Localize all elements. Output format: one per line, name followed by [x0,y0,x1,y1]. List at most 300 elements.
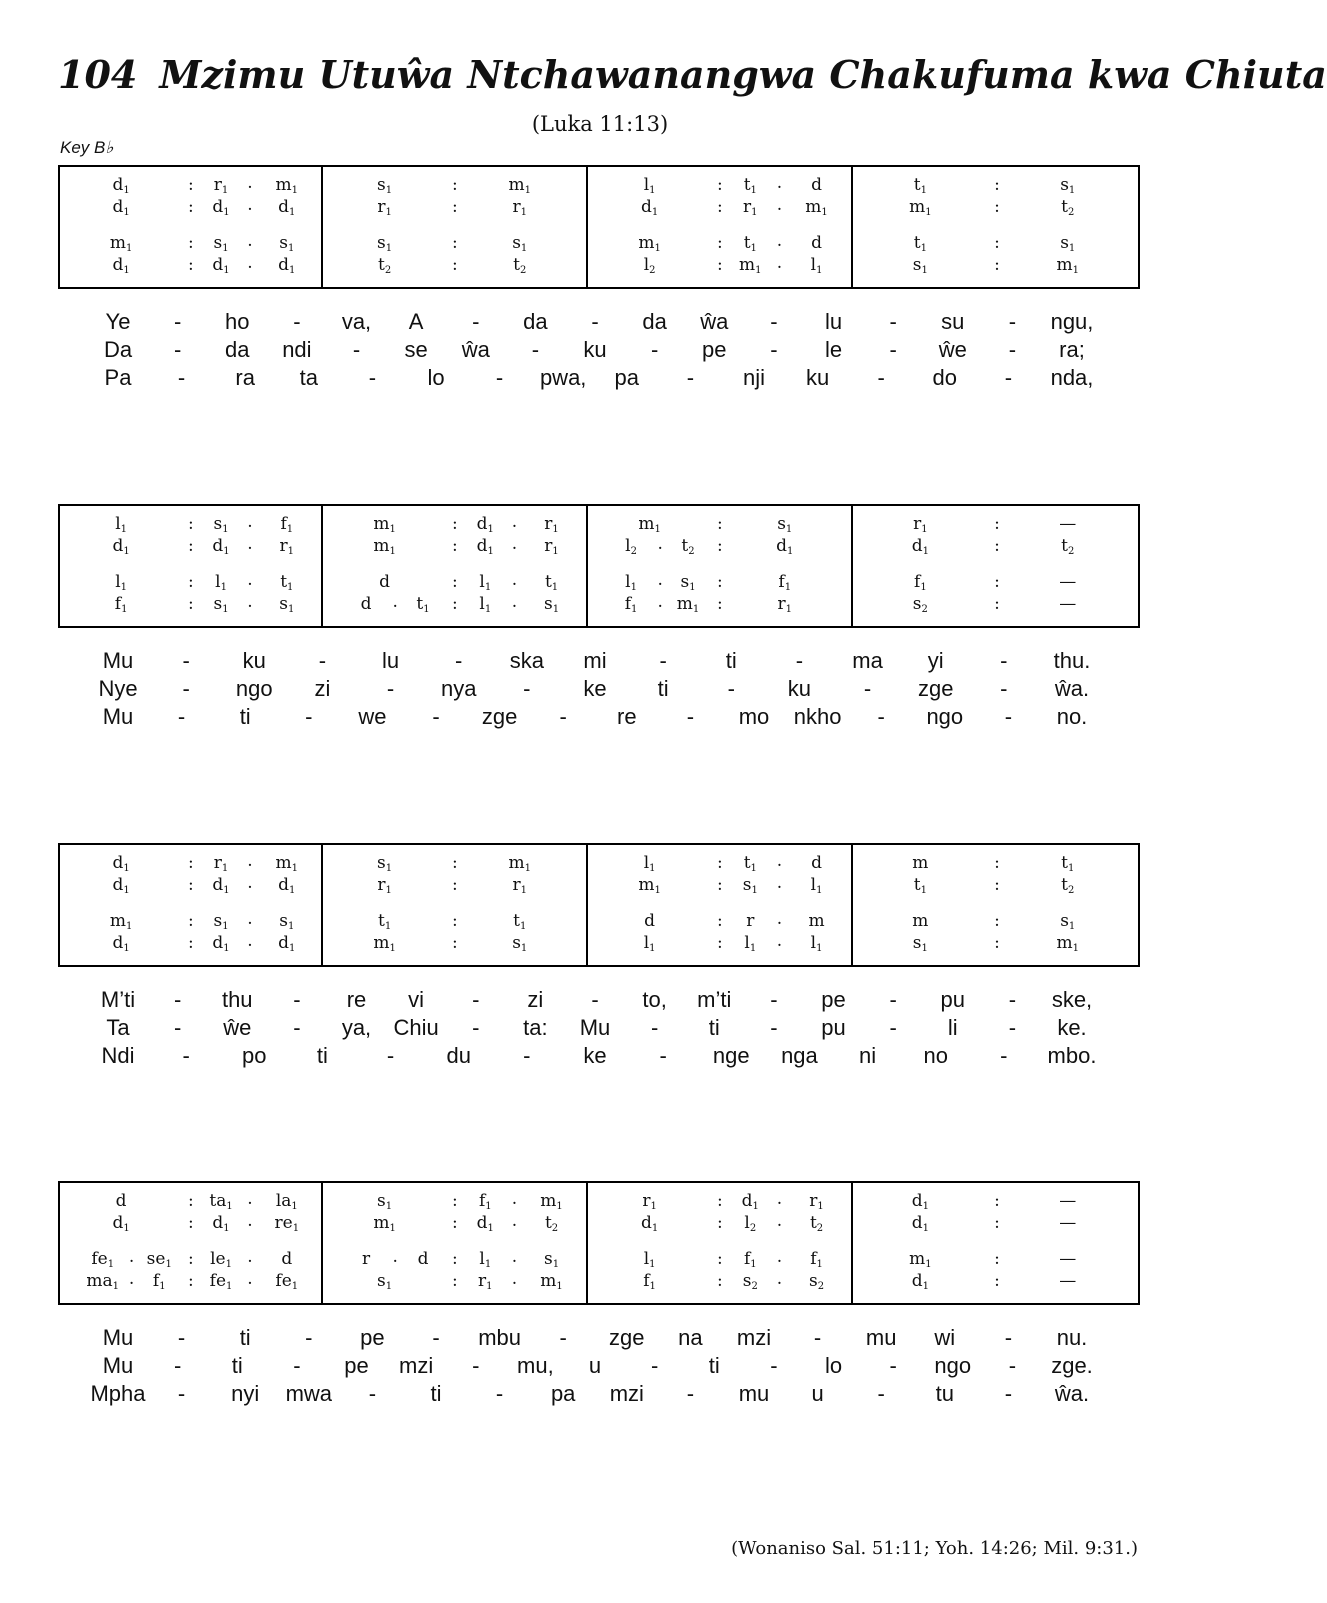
solfa-note: $s_1$ [279,233,295,254]
lyric-hyphen: - [559,1325,567,1350]
lyric-syllable: zi [314,676,331,701]
beat-colon: : [451,233,458,253]
lyric-hyphen: - [813,1325,822,1350]
lyric-syllable: ma [852,648,883,673]
solfa-note: $s_1$ [512,233,528,254]
solfa-note: $m_1$ [638,514,661,535]
hymn-title: Mzimu Utuŵa Ntchawanangwa Chakufuma kwa Chiuta [159,52,1327,97]
bar-line [851,1181,853,1305]
beat-colon: : [994,1213,1000,1233]
solfa-note: $l_1$ [810,255,823,276]
lyric-hyphen: - [293,1353,301,1378]
beat-colon: : [451,197,458,217]
solfa-note: d [811,175,822,195]
half-beat-dot: . [776,1269,783,1289]
solfa-note: $le_1$ [210,1249,232,1270]
lyric-syllable: lo [427,365,445,390]
lyric-syllable: thu [221,987,253,1012]
lyric-hyphen: - [770,1015,778,1040]
bar-line [851,165,853,289]
half-beat-dot: . [247,931,253,951]
lyric-hyphen: - [472,309,480,334]
lyric-syllable: na [678,1325,703,1350]
solfa-note: $d_1$ [112,255,130,276]
solfa-note: d [417,1249,429,1269]
solfa-note: $t_1$ [544,572,559,593]
solfa-note: m [912,911,929,931]
solfa-note: $d_1$ [112,197,130,218]
solfa-note: $s_1$ [279,911,295,932]
solfa-note: $t_1$ [913,233,927,254]
solfa-note: $l_1$ [643,853,656,874]
half-beat-dot: . [776,931,783,951]
lyric-syllable: zi [527,987,544,1012]
solfa-note: d [811,233,822,253]
lyric-syllable: ŵe [938,337,967,362]
beat-colon: : [994,911,1000,931]
lyric-syllable: Ye [105,309,131,334]
solfa-note: $r_1$ [544,514,559,535]
solfa-note: $m_1$ [275,853,299,874]
solfa-note: $m_1$ [909,1249,932,1270]
half-beat-dot: . [776,851,783,871]
lyric-hyphen: - [770,337,778,362]
solfa-note: $d_1$ [212,875,230,896]
lyric-hyphen: - [795,648,804,673]
solfa-note: $m_1$ [508,853,531,874]
beat-colon: : [187,514,194,534]
solfa-note: $r_1$ [809,1191,824,1212]
lyric-syllable: ti [239,1325,251,1350]
lyric-syllable: pe [702,337,727,362]
solfa-note: $m_1$ [909,197,932,218]
beat-colon: : [451,594,458,614]
solfa-note: $r_1$ [913,514,928,535]
lyric-syllable: Mpha [90,1381,146,1406]
half-beat-dot: . [657,592,663,612]
lyric-hyphen: - [177,1381,186,1406]
solfa-note: $l_1$ [115,514,128,535]
solfa-note: $d_1$ [640,1213,659,1234]
lyric-hyphen: - [1000,648,1008,673]
lyric-syllable: ta [299,365,318,390]
lyric-syllable: ngo [926,704,964,729]
half-beat-dot: . [247,1211,253,1231]
lyric-syllable: Ndi [101,1043,135,1068]
solfa-note: $d_1$ [112,175,130,196]
solfa-note: $l_1$ [643,175,656,196]
lyric-syllable: ti [430,1381,442,1406]
solfa-note: $r_1$ [478,1271,493,1292]
solfa-note: $la_1$ [275,1191,298,1212]
lyric-hyphen: - [1000,676,1008,701]
beat-colon: : [716,572,723,592]
solfa-note: $f_1$ [114,594,128,615]
hymn-header [58,52,1327,97]
solfa-note: $d_1$ [112,933,130,954]
solfa-note: $t_1$ [913,875,927,896]
lyric-syllable: ngo [235,676,273,701]
lyric-syllable: Nye [98,676,138,701]
bar-line [321,1181,323,1305]
lyric-syllable: ho [225,309,250,334]
lyric-syllable: ngu, [1050,309,1094,334]
solfa-note: $d_1$ [212,197,230,218]
beat-colon: : [187,175,194,195]
solfa-note: d [811,853,822,873]
lyric-syllable: ŵa. [1054,1381,1090,1406]
lyric-syllable: Chiu [393,1015,439,1040]
bar-line [851,843,853,967]
beat-colon: : [994,514,1000,534]
lyric-syllable: zge [917,676,954,701]
bar-line [586,504,588,628]
lyric-syllable: Mu [102,1325,134,1350]
lyric-syllable: Pa [104,365,132,390]
lyric-syllable: mu [865,1325,897,1350]
solfa-note: — [1059,594,1077,614]
beat-colon: : [187,1191,194,1211]
solfa-note: $m_1$ [508,175,531,196]
half-beat-dot: . [392,592,398,612]
beat-colon: : [994,853,1000,873]
half-beat-dot: . [776,173,783,193]
solfa-note: $d_1$ [911,1191,929,1212]
lyric-syllable: ku [805,365,830,390]
lyric-syllable: nya [440,676,477,701]
lyric-syllable: da [642,309,667,334]
lyric-hyphen: - [455,648,463,673]
lyric-hyphen: - [432,704,440,729]
beat-colon: : [716,1271,723,1291]
solfa-note: $f_1$ [152,1271,166,1292]
beat-colon: : [716,175,723,195]
lyric-syllable: do [932,365,958,390]
solfa-note: $r_1$ [642,1191,657,1212]
beat-colon: : [716,233,723,253]
beat-colon: : [187,197,194,217]
half-beat-dot: . [392,1247,398,1267]
lyric-hyphen: - [472,1353,480,1378]
lyric-syllable: ti [657,676,669,701]
half-beat-dot: . [511,1211,518,1231]
lyric-hyphen: - [1008,1015,1017,1040]
lyric-hyphen: - [770,309,778,334]
lyric-hyphen: - [293,1015,301,1040]
beat-colon: : [994,933,1000,953]
solfa-note: $l_1$ [810,875,823,896]
beat-colon: : [994,197,1000,217]
half-beat-dot: . [511,570,518,590]
solfa-note: $d_1$ [112,853,130,874]
lyric-hyphen: - [686,704,695,729]
half-beat-dot: . [776,873,783,893]
solfa-note: $f_1$ [280,514,294,535]
lyric-syllable: ŵa. [1054,676,1090,701]
solfa-note: $m_1$ [275,175,299,196]
lyric-syllable: Mu [102,704,134,729]
solfa-note: $d_1$ [476,1213,494,1234]
solfa-note: $s_2$ [808,1271,825,1292]
lyric-syllable: mbo. [1047,1043,1097,1068]
solfa-note: $f_1$ [914,572,927,593]
lyric-hyphen: - [305,704,313,729]
lyric-hyphen: - [523,1043,531,1068]
lyric-syllable: mwa [285,1381,333,1406]
lyric-syllable: ti [239,704,251,729]
half-beat-dot: . [247,909,253,929]
lyric-hyphen: - [1008,1353,1017,1378]
beat-colon: : [451,1191,458,1211]
lyric-syllable: du [446,1043,471,1068]
solfa-note: d [379,572,391,592]
half-beat-dot: . [511,592,518,612]
lyric-hyphen: - [177,704,186,729]
beat-colon: : [716,1213,723,1233]
lyric-syllable: ku [242,648,266,673]
beat-colon: : [716,853,723,873]
lyric-syllable: no [923,1043,948,1068]
solfa-note: $r_1$ [777,594,793,615]
lyric-hyphen: - [686,1381,695,1406]
solfa-note: $f_1$ [478,1191,492,1212]
lyric-hyphen: - [472,987,480,1012]
solfa-note: $d_1$ [476,514,494,535]
solfa-note: $t_1$ [743,175,757,196]
lyric-hyphen: - [591,309,599,334]
lyric-syllable: A [408,309,424,334]
lyric-syllable: Mu [102,1353,134,1378]
lyric-syllable: ni [859,1043,877,1068]
lyric-syllable: tu [935,1381,954,1406]
solfa-note: $r_1$ [279,536,295,557]
solfa-note: $t_2$ [1061,536,1075,557]
solfa-note: $l_1$ [744,933,757,954]
hymn-number: 104 [58,52,138,97]
lyric-syllable: yi [927,648,944,673]
solfa-note: $ta_1$ [209,1191,233,1212]
lyric-syllable: li [947,1015,958,1040]
scripture-reference: (Luka 11:13) [531,112,669,136]
solfa-note: — [1059,1213,1077,1233]
lyric-hyphen: - [727,676,735,701]
solfa-note: $m_1$ [373,933,396,954]
beat-colon: : [994,255,1000,275]
lyric-syllable: mu, [517,1353,554,1378]
solfa-note: $m_1$ [540,1191,563,1212]
lyric-syllable: zge [609,1325,645,1350]
solfa-note: $s_1$ [1060,175,1076,196]
lyric-hyphen: - [368,1381,377,1406]
solfa-note: $t_1$ [280,572,294,593]
lyric-syllable: ndi [282,337,312,362]
solfa-note: $r_1$ [743,197,758,218]
solfa-note: $r_1$ [377,875,392,896]
lyric-syllable: lu [824,309,843,334]
lyric-hyphen: - [559,704,567,729]
solfa-note: $d_1$ [911,1213,929,1234]
beat-colon: : [187,536,194,556]
lyric-hyphen: - [889,1353,897,1378]
solfa-note: $f_1$ [810,1249,823,1270]
solfa-note: m [912,853,929,873]
solfa-note: $ma_1$ [86,1271,120,1292]
lyric-hyphen: - [293,987,301,1012]
solfa-note: $s_1$ [213,911,229,932]
solfa-note: $m_1$ [109,911,133,932]
solfa-note: $f_1$ [743,1249,757,1270]
lyric-hyphen: - [591,987,599,1012]
lyric-syllable: ŵe [223,1015,252,1040]
solfa-note: $s_1$ [213,233,229,254]
beat-colon: : [994,536,1000,556]
solfa-note: $m_1$ [540,1271,563,1292]
half-beat-dot: . [247,231,253,251]
half-beat-dot: . [511,512,518,532]
key-signature: Key B♭ [60,138,114,157]
lyric-syllable: zge. [1051,1353,1093,1378]
lyric-hyphen: - [659,1043,667,1068]
lyric-hyphen: - [182,648,190,673]
half-beat-dot: . [511,1269,518,1289]
lyric-hyphen: - [182,1043,190,1068]
solfa-note: $f_1$ [778,572,792,593]
lyric-hyphen: - [386,1043,395,1068]
solfa-note: $l_1$ [643,933,656,954]
half-beat-dot: . [776,195,783,215]
lyric-hyphen: - [523,676,531,701]
solfa-note: $s_1$ [543,594,560,615]
lyric-hyphen: - [877,365,885,390]
lyric-syllable: u [588,1353,602,1378]
half-beat-dot: . [657,570,663,590]
lyric-syllable: pe [360,1325,385,1350]
solfa-note: d [360,594,372,614]
beat-colon: : [716,197,723,217]
solfa-note: $l_2$ [643,255,656,276]
half-beat-dot: . [511,534,518,554]
lyric-hyphen: - [1004,365,1013,390]
beat-colon: : [994,1249,1000,1269]
beat-colon: : [187,875,194,895]
lyric-syllable: M’ti [100,987,136,1012]
beat-colon: : [187,572,194,592]
solfa-note: — [1059,1191,1077,1211]
solfa-note: $s_1$ [912,255,928,276]
lyric-syllable: mi [583,648,607,673]
solfa-note: $d_1$ [112,1213,130,1234]
solfa-note: $f_1$ [643,1271,656,1292]
beat-colon: : [451,175,458,195]
half-beat-dot: . [657,534,663,554]
solfa-note: $d_1$ [278,197,296,218]
solfa-note: $l_1$ [479,572,492,593]
solfa-note: $r_1$ [512,875,528,896]
beat-colon: : [994,875,1000,895]
solfa-note: $s_1$ [213,594,229,615]
lyric-syllable: mzi [609,1381,644,1406]
lyric-syllable: nu. [1056,1325,1088,1350]
half-beat-dot: . [247,173,253,193]
lyric-syllable: pwa, [539,365,587,390]
half-beat-dot: . [511,1247,518,1267]
solfa-note: $d_1$ [112,536,130,557]
lyric-hyphen: - [173,1015,182,1040]
lyric-syllable: nda, [1050,365,1094,390]
solfa-note: — [1059,514,1077,534]
lyric-hyphen: - [889,987,897,1012]
solfa-note: $s_1$ [777,514,793,535]
lyric-syllable: we [358,704,387,729]
lyric-syllable: pu [940,987,965,1012]
solfa-note: $m_1$ [676,594,700,615]
solfa-note: $t_2$ [1061,197,1075,218]
lyric-syllable: pe [344,1353,369,1378]
lyric-syllable: m’ti [697,987,732,1012]
beat-colon: : [451,255,458,275]
solfa-note: $t_1$ [743,853,757,874]
lyric-hyphen: - [1000,1043,1008,1068]
solfa-note: $d_1$ [278,255,296,276]
solfa-note: $l_1$ [479,1249,492,1270]
lyric-syllable: Da [103,337,133,362]
lyric-syllable: u [811,1381,824,1406]
solfa-note: d [115,1191,127,1211]
solfa-note: $r_1$ [377,197,392,218]
solfa-note: $s_1$ [912,933,928,954]
solfa-note: $d_1$ [278,933,296,954]
lyric-hyphen: - [182,676,190,701]
lyric-syllable: lu [382,648,400,673]
lyric-syllable: ku [787,676,812,701]
lyric-syllable: ska [509,648,544,673]
lyric-hyphen: - [495,365,504,390]
lyric-syllable: se [404,337,428,362]
solfa-note: $d_1$ [212,255,230,276]
lyric-syllable: Mu [102,648,134,673]
solfa-note: $se_1$ [146,1249,172,1270]
solfa-note: $s_1$ [680,572,696,593]
lyric-hyphen: - [173,309,182,334]
lyric-hyphen: - [472,1015,480,1040]
lyric-hyphen: - [659,648,667,673]
lyric-hyphen: - [177,1325,186,1350]
solfa-note: — [1059,1249,1077,1269]
lyric-hyphen: - [386,676,395,701]
beat-colon: : [451,933,458,953]
lyric-syllable: ngo [934,1353,972,1378]
solfa-note: $m_1$ [109,233,133,254]
solfa-note: $r_1$ [544,536,559,557]
solfa-note: $m_1$ [638,875,661,896]
lyric-hyphen: - [889,337,897,362]
solfa-note: $l_2$ [625,536,637,557]
solfa-note: $fe_1$ [275,1271,299,1292]
lyric-syllable: zge [481,704,518,729]
lyric-hyphen: - [173,1353,182,1378]
lyric-syllable: vi [408,987,425,1012]
solfa-note: $r_1$ [512,197,528,218]
lyric-syllable: ti [725,648,737,673]
bar-line [586,1181,588,1305]
solfa-note: $l_1$ [625,572,637,593]
lyric-syllable: ke. [1057,1015,1087,1040]
lyric-hyphen: - [650,1015,659,1040]
half-beat-dot: . [247,195,253,215]
lyric-hyphen: - [368,365,377,390]
beat-colon: : [716,255,723,275]
lyric-hyphen: - [863,676,872,701]
